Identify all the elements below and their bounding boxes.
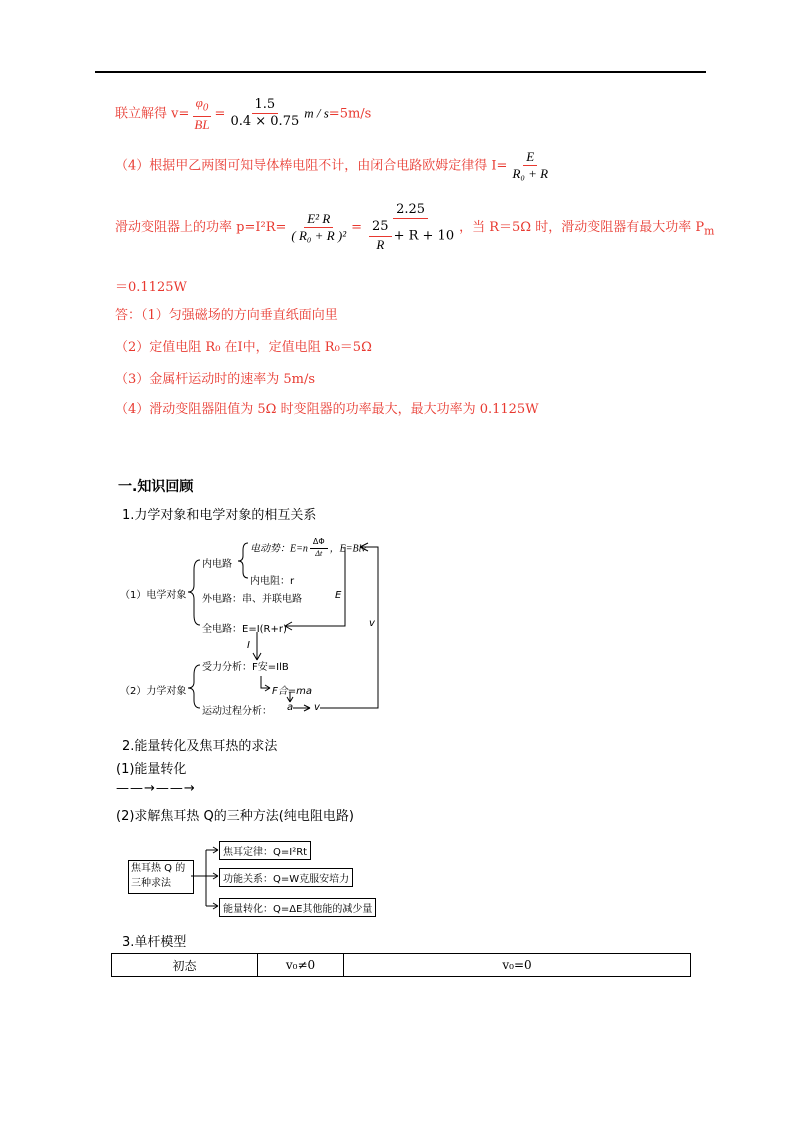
joule-heat-diagram [128, 838, 373, 918]
label-a: a [287, 702, 294, 713]
inner-circuit: 内电路 [202, 559, 232, 570]
solution-line-4: ＝0.1125W [115, 280, 187, 295]
label-I: I [247, 640, 250, 651]
joule-heat-main: 焦耳热 Q 的三种求法 [128, 860, 194, 894]
fraction-phi-bl [191, 96, 212, 132]
method-joule-law: 焦耳定律：Q=I²Rt [219, 841, 311, 860]
line1-suffix: =5m/s [328, 106, 372, 122]
outer-circuit: 外电路：串、并联电路 [202, 594, 302, 605]
fraction-power-value: 2.25 $\frac{25}{R}$ + R + 10 [364, 203, 457, 252]
label-E: E [335, 590, 342, 601]
answer-3: （3）金属杆运动时的速率为 5m/s [115, 372, 316, 387]
mechanical-object: （2）力学对象 [120, 686, 187, 697]
unit: m / s [304, 105, 329, 121]
table-row [112, 954, 691, 977]
whole-circuit: 全电路：E=I(R+r) [202, 624, 287, 635]
line1-prefix: 联立解得 v= [115, 106, 190, 122]
subsection-2a: (1)能量转化 [116, 762, 187, 777]
fraction-value: $\frac{1.5}{0.4 \times 0.75}$ [230, 97, 300, 130]
section-heading: 一.知识回顾 [118, 479, 194, 495]
solution-line-2: （4）根据甲乙两图可知导体棒电阻不计，由闭合电路欧姆定律得 I= $\frac{E}{\text{R₀ + R}}$ [115, 150, 553, 182]
table-cell-v0-zero: v₀=0 [344, 954, 691, 977]
phi: φ [195, 95, 203, 110]
subsection-3: 3.单杆模型 [122, 935, 187, 950]
subsection-2b: (2)求解焦耳热 Q的三种方法(纯电阻电路) [116, 809, 354, 824]
answer-4: （4）滑动变阻器阻值为 5Ω 时变阻器的功率最大，最大功率为 0.1125W [115, 402, 539, 417]
electrical-object: （1）电学对象 [120, 590, 187, 601]
motion-analysis: 运动过程分析： [202, 706, 272, 717]
emf-formula: 电动势：E=n $\frac{\Delta\Phi}{\Delta t}$ ，E=Blv [250, 537, 366, 558]
subsection-1: 1.力学对象和电学对象的相互关系 [122, 508, 317, 523]
inner-resistance: 内电阻：r [250, 576, 295, 587]
method-energy-conversion: 能量转化：Q=ΔE其他能的减少量 [219, 898, 376, 917]
relation-diagram [120, 530, 390, 720]
header-rule [95, 71, 706, 73]
subsection-2: 2.能量转化及焦耳热的求法 [122, 739, 278, 754]
label-v2: v [314, 702, 320, 713]
net-force: F合=ma [272, 686, 312, 697]
solution-line-3: 滑动变阻器上的功率 p=I²R= $\frac{\text{E² R}}{\text{( R₀ + R )²}}$ = 2.25 $\frac{25}{R}$ + R + 10 ，当 R＝5Ω 时，滑动变阻器有最大功率 $P_m$ [115, 202, 715, 252]
energy-arrows: ——→——→ [116, 781, 196, 796]
answer-1: 答：（1）匀强磁场的方向垂直纸面向里 [115, 308, 338, 323]
single-rod-model-table [111, 953, 691, 977]
answer-2: （2）定值电阻 R₀ 在Ⅰ中，定值电阻 R₀＝5Ω [115, 340, 372, 355]
method-work-energy: 功能关系：Q=W克服安培力 [219, 868, 353, 887]
label-v: v [369, 618, 375, 629]
fraction-current: $\frac{E}{\text{R₀ + R}}$ [512, 149, 549, 182]
solution-line-1: 联立解得 v= $\frac{\varphi_0}{BL}$ = $\frac{1.5}{0.4 \times 0.75}$ m / s=5m/s [115, 95, 372, 132]
phi-sub: 0 [202, 101, 209, 114]
bl: BL [194, 116, 210, 132]
fraction-power: $\frac{\text{E² R}}{\text{( R₀ + R )²}}$ [291, 210, 347, 243]
force-analysis: 受力分析：F安=IlB [202, 662, 289, 673]
table-cell-v0-nonzero: v₀≠0 [258, 954, 344, 977]
table-cell-initial: 初态 [112, 954, 258, 977]
